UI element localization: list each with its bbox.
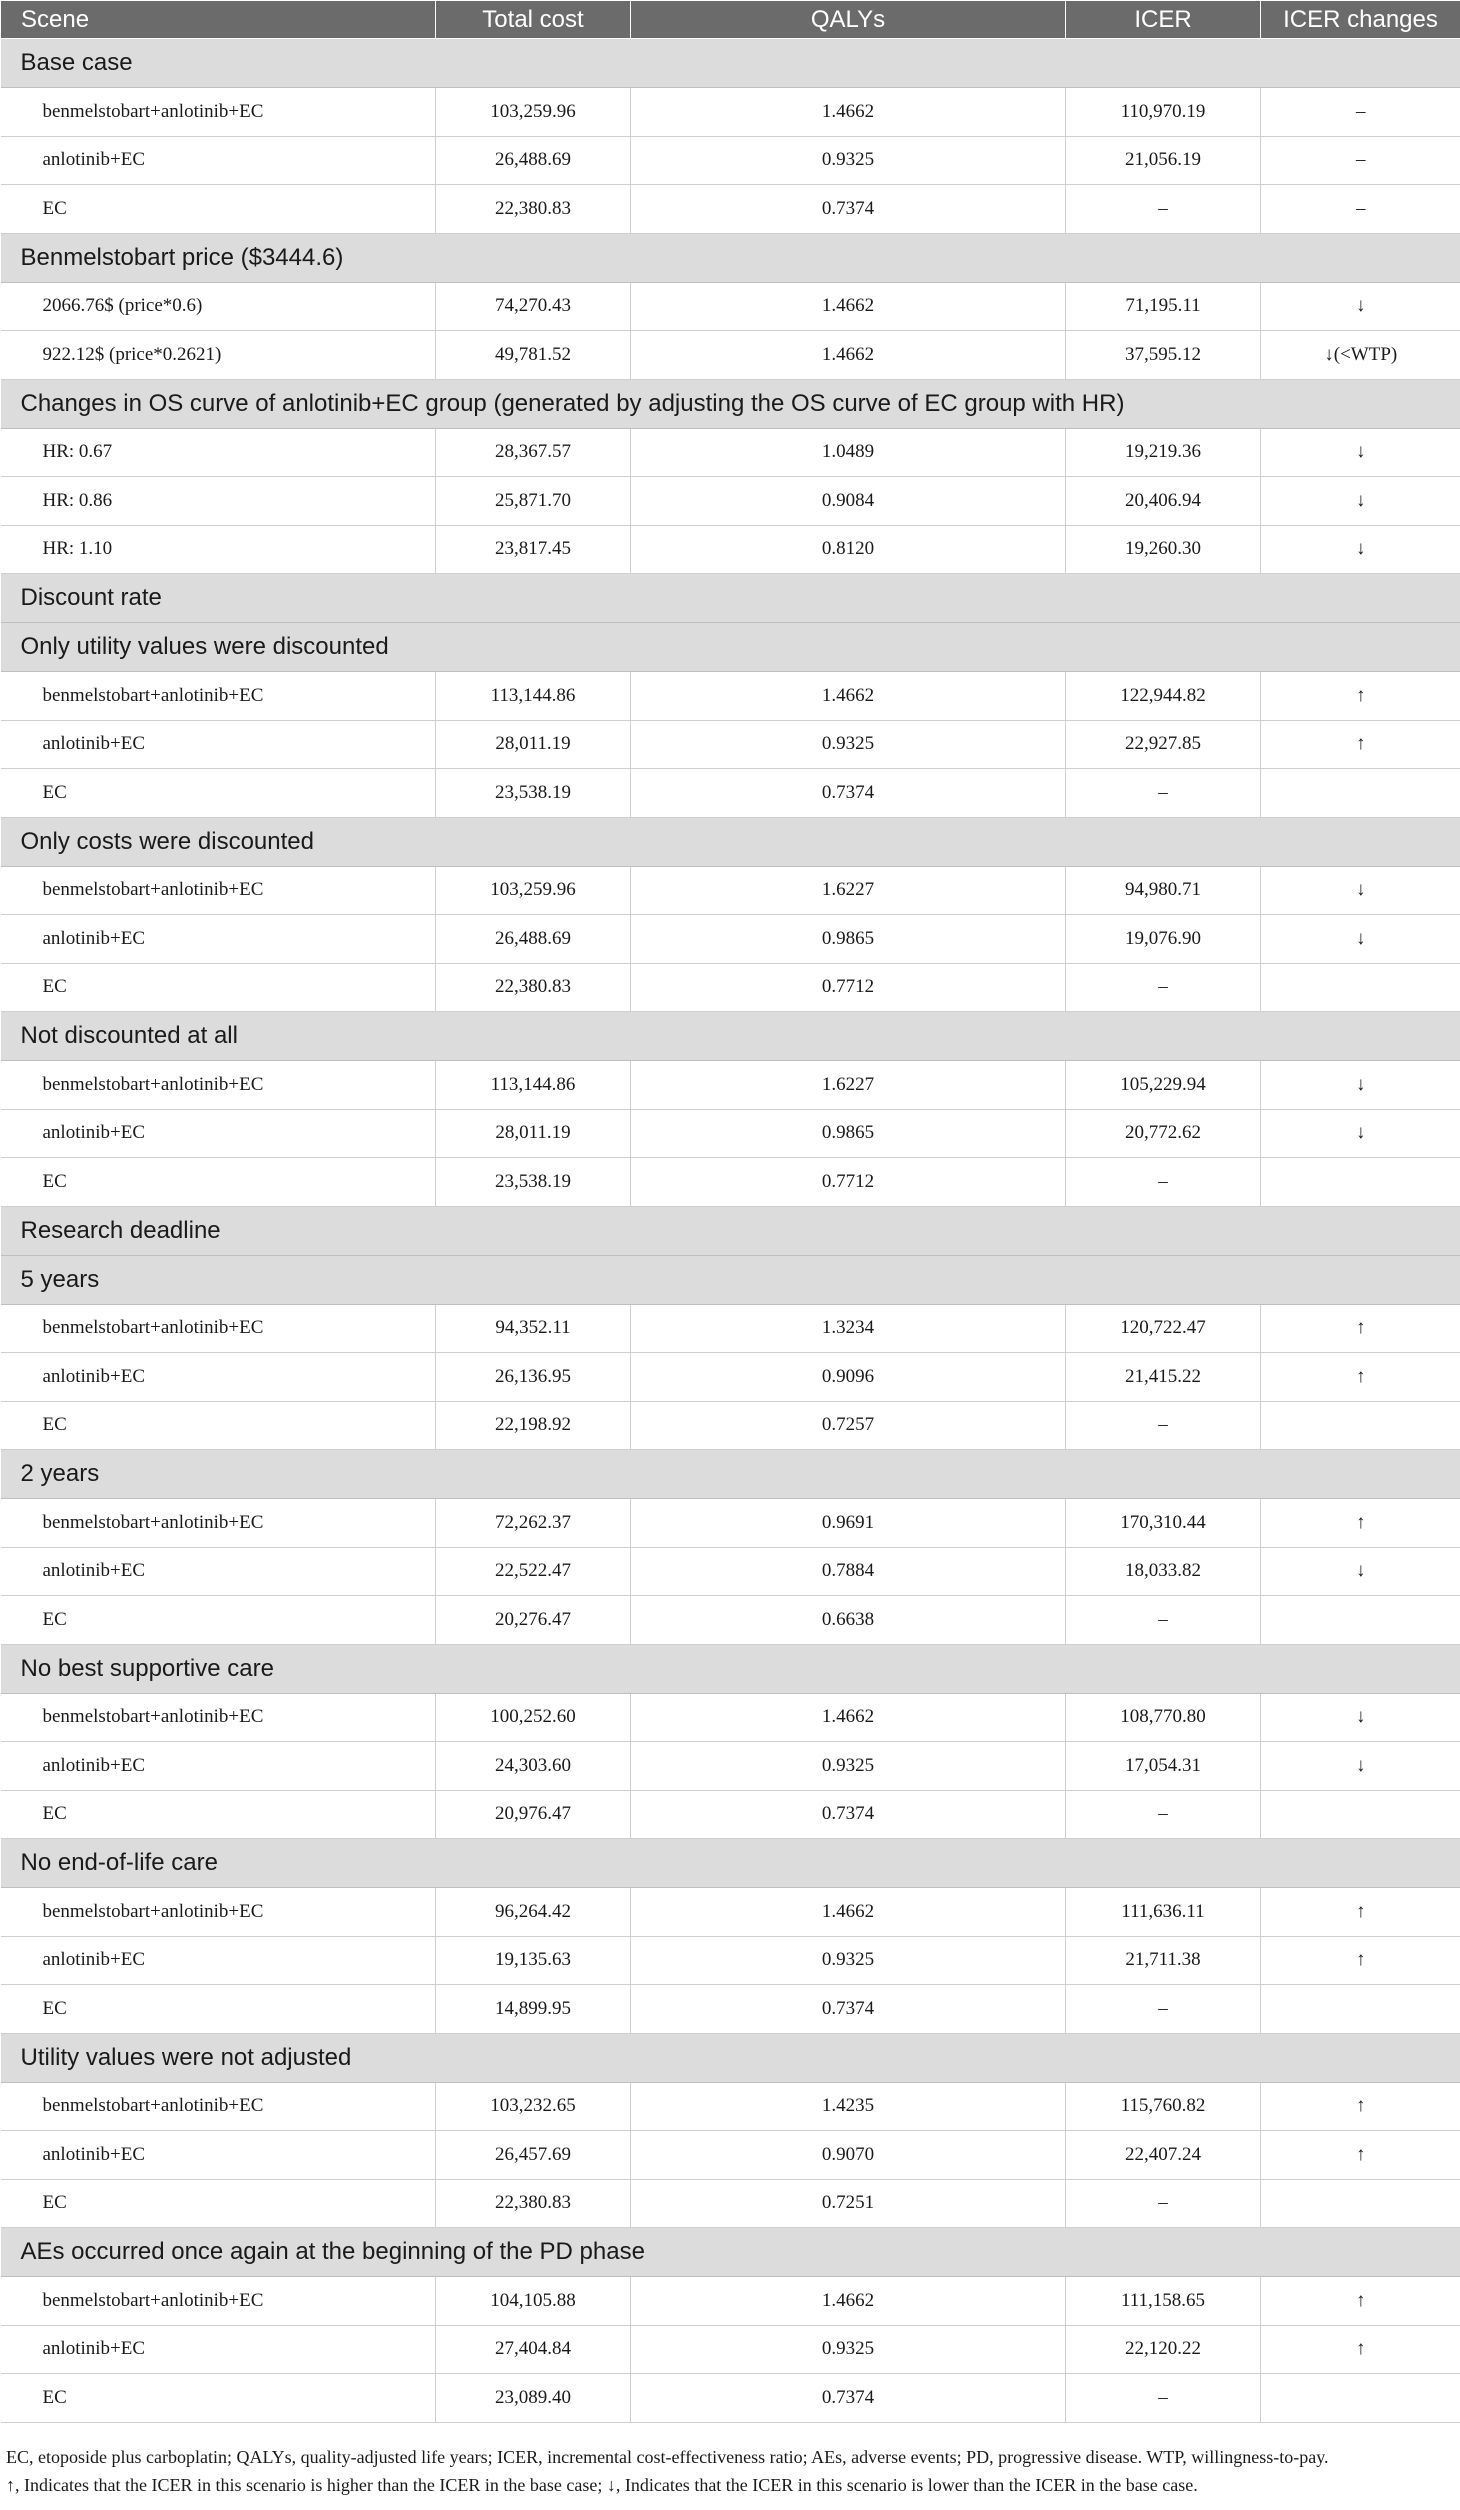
cell-qalys: 0.7251 <box>631 2179 1066 2228</box>
cell-total-cost: 22,522.47 <box>436 1547 631 1596</box>
cell-total-cost: 23,089.40 <box>436 2374 631 2423</box>
cell-icer: 37,595.12 <box>1066 331 1261 380</box>
cell-total-cost: 26,488.69 <box>436 136 631 185</box>
cell-total-cost: 94,352.11 <box>436 1304 631 1353</box>
cell-icer: 122,944.82 <box>1066 672 1261 721</box>
cell-icer-changes: ↓ <box>1261 282 1460 331</box>
table-row <box>1 2082 1460 2131</box>
column-header-scene: Scene <box>1 1 436 39</box>
table-row <box>1 1304 1460 1353</box>
cell-total-cost: 23,538.19 <box>436 769 631 818</box>
cell-icer: 111,158.65 <box>1066 2277 1261 2326</box>
cell-icer-changes <box>1261 1401 1460 1450</box>
cell-qalys: 0.9865 <box>631 915 1066 964</box>
section-row <box>1 623 1460 672</box>
table-header <box>1 1 1460 39</box>
cell-total-cost: 22,380.83 <box>436 963 631 1012</box>
cell-icer-changes <box>1261 1158 1460 1207</box>
cell-scene: benmelstobart+anlotinib+EC <box>1 2277 436 2326</box>
cell-scene: anlotinib+EC <box>1 1547 436 1596</box>
cell-scene: anlotinib+EC <box>1 2325 436 2374</box>
cell-icer: – <box>1066 2179 1261 2228</box>
table-row <box>1 1109 1460 1158</box>
cell-icer-changes: ↓ <box>1261 1109 1460 1158</box>
cell-scene: 2066.76$ (price*0.6) <box>1 282 436 331</box>
section-row <box>1 39 1460 88</box>
table-row <box>1 672 1460 721</box>
table-body <box>1 39 1460 2423</box>
table-row <box>1 428 1460 477</box>
cell-total-cost: 20,976.47 <box>436 1790 631 1839</box>
cell-icer: 20,406.94 <box>1066 477 1261 526</box>
cell-icer-changes: – <box>1261 136 1460 185</box>
table-row <box>1 1936 1460 1985</box>
cell-total-cost: 20,276.47 <box>436 1596 631 1645</box>
cell-icer-changes: – <box>1261 185 1460 234</box>
section-row <box>1 379 1460 428</box>
table-row <box>1 1596 1460 1645</box>
cell-icer: – <box>1066 185 1261 234</box>
cell-icer-changes <box>1261 963 1460 1012</box>
cell-total-cost: 104,105.88 <box>436 2277 631 2326</box>
table-row <box>1 525 1460 574</box>
cell-icer: 20,772.62 <box>1066 1109 1261 1158</box>
table-row <box>1 1158 1460 1207</box>
table-row <box>1 720 1460 769</box>
section-label: Changes in OS curve of anlotinib+EC group (generated by adjusting the OS curve of EC group with HR) <box>1 379 1460 428</box>
cell-qalys: 0.9325 <box>631 720 1066 769</box>
table-row <box>1 2374 1460 2423</box>
cell-qalys: 1.4235 <box>631 2082 1066 2131</box>
cell-qalys: 0.7374 <box>631 1790 1066 1839</box>
cell-qalys: 0.9096 <box>631 1353 1066 1402</box>
cell-icer-changes: ↓ <box>1261 915 1460 964</box>
cell-scene: benmelstobart+anlotinib+EC <box>1 1304 436 1353</box>
cell-total-cost: 23,817.45 <box>436 525 631 574</box>
table-row <box>1 866 1460 915</box>
cell-total-cost: 103,259.96 <box>436 88 631 137</box>
cell-icer: 19,076.90 <box>1066 915 1261 964</box>
cell-scene: benmelstobart+anlotinib+EC <box>1 866 436 915</box>
cell-scene: anlotinib+EC <box>1 2131 436 2180</box>
cell-icer: 18,033.82 <box>1066 1547 1261 1596</box>
cell-icer-changes: ↑ <box>1261 672 1460 721</box>
cell-scene: 922.12$ (price*0.2621) <box>1 331 436 380</box>
table-row <box>1 2277 1460 2326</box>
cell-total-cost: 24,303.60 <box>436 1742 631 1791</box>
cell-scene: EC <box>1 769 436 818</box>
section-label: Base case <box>1 39 1460 88</box>
cell-scene: EC <box>1 2374 436 2423</box>
section-row <box>1 1644 1460 1693</box>
cell-qalys: 0.9084 <box>631 477 1066 526</box>
cell-icer-changes: ↑ <box>1261 1353 1460 1402</box>
table-row <box>1 2325 1460 2374</box>
cell-icer: – <box>1066 1985 1261 2034</box>
cell-qalys: 1.0489 <box>631 428 1066 477</box>
cell-icer-changes: ↓ <box>1261 477 1460 526</box>
cell-icer: 21,711.38 <box>1066 1936 1261 1985</box>
cell-scene: EC <box>1 185 436 234</box>
cell-qalys: 0.7712 <box>631 1158 1066 1207</box>
cell-icer-changes: ↑ <box>1261 2082 1460 2131</box>
cell-icer: 108,770.80 <box>1066 1693 1261 1742</box>
cell-scene: benmelstobart+anlotinib+EC <box>1 1061 436 1110</box>
cell-total-cost: 26,136.95 <box>436 1353 631 1402</box>
cell-qalys: 1.4662 <box>631 672 1066 721</box>
cell-icer: 22,927.85 <box>1066 720 1261 769</box>
cell-qalys: 0.7374 <box>631 1985 1066 2034</box>
table-row <box>1 1888 1460 1937</box>
cell-scene: benmelstobart+anlotinib+EC <box>1 1693 436 1742</box>
section-row <box>1 1012 1460 1061</box>
cell-total-cost: 28,011.19 <box>436 720 631 769</box>
cell-total-cost: 28,367.57 <box>436 428 631 477</box>
cell-icer-changes: ↑ <box>1261 1936 1460 1985</box>
cell-scene: EC <box>1 1985 436 2034</box>
cell-scene: anlotinib+EC <box>1 1742 436 1791</box>
cell-total-cost: 25,871.70 <box>436 477 631 526</box>
cell-total-cost: 100,252.60 <box>436 1693 631 1742</box>
cell-icer-changes: ↑ <box>1261 2131 1460 2180</box>
cell-scene: benmelstobart+anlotinib+EC <box>1 1499 436 1548</box>
cell-qalys: 0.7374 <box>631 185 1066 234</box>
section-row <box>1 2033 1460 2082</box>
cell-qalys: 0.8120 <box>631 525 1066 574</box>
section-label: No best supportive care <box>1 1644 1460 1693</box>
cell-qalys: 1.4662 <box>631 88 1066 137</box>
cell-icer: 111,636.11 <box>1066 1888 1261 1937</box>
cell-icer-changes: ↓ <box>1261 866 1460 915</box>
section-label: Not discounted at all <box>1 1012 1460 1061</box>
table-row <box>1 282 1460 331</box>
table-row <box>1 477 1460 526</box>
cell-icer-changes: ↑ <box>1261 2325 1460 2374</box>
cell-scene: EC <box>1 2179 436 2228</box>
cell-qalys: 0.9325 <box>631 136 1066 185</box>
table-row <box>1 185 1460 234</box>
table-row <box>1 769 1460 818</box>
section-row <box>1 574 1460 623</box>
cell-qalys: 0.7374 <box>631 2374 1066 2423</box>
table-row <box>1 1693 1460 1742</box>
column-header-qalys: QALYs <box>631 1 1066 39</box>
section-label: 5 years <box>1 1255 1460 1304</box>
cell-icer-changes <box>1261 769 1460 818</box>
table-row <box>1 2179 1460 2228</box>
cell-icer: 71,195.11 <box>1066 282 1261 331</box>
section-row <box>1 1206 1460 1255</box>
cell-icer-changes: ↓ <box>1261 1547 1460 1596</box>
cell-scene: anlotinib+EC <box>1 136 436 185</box>
cell-icer: 115,760.82 <box>1066 2082 1261 2131</box>
cell-icer: – <box>1066 963 1261 1012</box>
cell-icer: – <box>1066 1158 1261 1207</box>
cell-scene: EC <box>1 1596 436 1645</box>
column-header-icer-changes: ICER changes <box>1261 1 1460 39</box>
cell-scene: anlotinib+EC <box>1 915 436 964</box>
cell-qalys: 1.6227 <box>631 866 1066 915</box>
cell-scene: EC <box>1 963 436 1012</box>
table-row <box>1 1790 1460 1839</box>
section-label: Discount rate <box>1 574 1460 623</box>
cell-total-cost: 96,264.42 <box>436 1888 631 1937</box>
cell-icer-changes: ↑ <box>1261 1304 1460 1353</box>
cell-icer-changes <box>1261 1985 1460 2034</box>
cell-icer-changes <box>1261 1790 1460 1839</box>
cell-scene: benmelstobart+anlotinib+EC <box>1 672 436 721</box>
section-label: 2 years <box>1 1450 1460 1499</box>
cell-icer: 21,415.22 <box>1066 1353 1261 1402</box>
cell-icer-changes: ↑ <box>1261 1888 1460 1937</box>
section-label: AEs occurred once again at the beginning of the PD phase <box>1 2228 1460 2277</box>
cell-total-cost: 19,135.63 <box>436 1936 631 1985</box>
cell-qalys: 0.9325 <box>631 2325 1066 2374</box>
cell-scene: anlotinib+EC <box>1 1109 436 1158</box>
cell-icer: 19,260.30 <box>1066 525 1261 574</box>
cell-qalys: 1.4662 <box>631 331 1066 380</box>
cell-qalys: 1.6227 <box>631 1061 1066 1110</box>
cell-total-cost: 23,538.19 <box>436 1158 631 1207</box>
cell-total-cost: 49,781.52 <box>436 331 631 380</box>
table-row <box>1 88 1460 137</box>
cell-scene: anlotinib+EC <box>1 1353 436 1402</box>
cell-total-cost: 103,232.65 <box>436 2082 631 2131</box>
cell-total-cost: 113,144.86 <box>436 672 631 721</box>
cell-total-cost: 22,198.92 <box>436 1401 631 1450</box>
cell-icer-changes <box>1261 1596 1460 1645</box>
cell-icer-changes: ↓ <box>1261 1061 1460 1110</box>
cell-icer: – <box>1066 1596 1261 1645</box>
cell-scene: anlotinib+EC <box>1 720 436 769</box>
section-label: No end-of-life care <box>1 1839 1460 1888</box>
cell-icer-changes: ↓ <box>1261 1693 1460 1742</box>
header-row <box>1 1 1460 39</box>
cell-scene: EC <box>1 1790 436 1839</box>
section-row <box>1 817 1460 866</box>
cell-icer: 22,407.24 <box>1066 2131 1261 2180</box>
cell-scene: HR: 1.10 <box>1 525 436 574</box>
cell-scene: HR: 0.67 <box>1 428 436 477</box>
cell-qalys: 0.9325 <box>631 1742 1066 1791</box>
cell-qalys: 0.7884 <box>631 1547 1066 1596</box>
cell-qalys: 0.6638 <box>631 1596 1066 1645</box>
cell-icer-changes <box>1261 2374 1460 2423</box>
cell-icer-changes: ↑ <box>1261 2277 1460 2326</box>
cell-qalys: 1.4662 <box>631 2277 1066 2326</box>
cell-scene: benmelstobart+anlotinib+EC <box>1 2082 436 2131</box>
cell-icer: 170,310.44 <box>1066 1499 1261 1548</box>
cell-icer: 17,054.31 <box>1066 1742 1261 1791</box>
column-header-icer: ICER <box>1066 1 1261 39</box>
cell-scene: HR: 0.86 <box>1 477 436 526</box>
cell-icer: – <box>1066 1401 1261 1450</box>
table-row <box>1 1742 1460 1791</box>
section-label: Research deadline <box>1 1206 1460 1255</box>
cell-icer-changes: ↓(<WTP) <box>1261 331 1460 380</box>
table-row <box>1 963 1460 1012</box>
cell-icer: 110,970.19 <box>1066 88 1261 137</box>
table-footnotes <box>0 2443 1460 2499</box>
cell-scene: EC <box>1 1158 436 1207</box>
section-label: Only utility values were discounted <box>1 623 1460 672</box>
cell-icer: 21,056.19 <box>1066 136 1261 185</box>
cell-qalys: 0.9070 <box>631 2131 1066 2180</box>
section-label: Utility values were not adjusted <box>1 2033 1460 2082</box>
cell-qalys: 1.3234 <box>631 1304 1066 1353</box>
table-row <box>1 1401 1460 1450</box>
cell-icer-changes: ↑ <box>1261 720 1460 769</box>
cell-icer-changes: ↓ <box>1261 525 1460 574</box>
cell-total-cost: 74,270.43 <box>436 282 631 331</box>
cell-total-cost: 72,262.37 <box>436 1499 631 1548</box>
table-row <box>1 331 1460 380</box>
cell-icer-changes: ↓ <box>1261 1742 1460 1791</box>
cell-total-cost: 103,259.96 <box>436 866 631 915</box>
cell-icer: 120,722.47 <box>1066 1304 1261 1353</box>
cell-qalys: 0.9691 <box>631 1499 1066 1548</box>
section-label: Only costs were discounted <box>1 817 1460 866</box>
cell-total-cost: 28,011.19 <box>436 1109 631 1158</box>
section-row <box>1 1255 1460 1304</box>
cell-scene: benmelstobart+anlotinib+EC <box>1 1888 436 1937</box>
cell-qalys: 0.7712 <box>631 963 1066 1012</box>
cell-total-cost: 26,457.69 <box>436 2131 631 2180</box>
cell-total-cost: 113,144.86 <box>436 1061 631 1110</box>
cell-total-cost: 22,380.83 <box>436 185 631 234</box>
section-label: Benmelstobart price ($3444.6) <box>1 233 1460 282</box>
cell-qalys: 1.4662 <box>631 1693 1066 1742</box>
cell-icer: 94,980.71 <box>1066 866 1261 915</box>
section-row <box>1 1839 1460 1888</box>
cell-qalys: 0.9325 <box>631 1936 1066 1985</box>
cell-qalys: 0.7257 <box>631 1401 1066 1450</box>
section-row <box>1 233 1460 282</box>
cell-icer-changes: – <box>1261 88 1460 137</box>
section-row <box>1 1450 1460 1499</box>
cell-icer: – <box>1066 1790 1261 1839</box>
section-row <box>1 2228 1460 2277</box>
cell-qalys: 1.4662 <box>631 282 1066 331</box>
table-row <box>1 1547 1460 1596</box>
footnote-abbreviations: EC, etoposide plus carboplatin; QALYs, quality-adjusted life years; ICER, incremental cost-effectiveness ratio; AEs, adverse events; PD, progressive disease. WTP, willingness-to-pay. <box>6 2447 1329 2467</box>
table-row <box>1 2131 1460 2180</box>
table-row <box>1 1353 1460 1402</box>
cell-qalys: 0.7374 <box>631 769 1066 818</box>
cell-icer: 22,120.22 <box>1066 2325 1261 2374</box>
table-row <box>1 915 1460 964</box>
cell-total-cost: 27,404.84 <box>436 2325 631 2374</box>
cell-icer-changes: ↓ <box>1261 428 1460 477</box>
cell-icer: 19,219.36 <box>1066 428 1261 477</box>
cell-scene: anlotinib+EC <box>1 1936 436 1985</box>
table-row <box>1 1061 1460 1110</box>
cell-total-cost: 26,488.69 <box>436 915 631 964</box>
cell-icer: – <box>1066 2374 1261 2423</box>
cell-qalys: 0.9865 <box>631 1109 1066 1158</box>
cell-icer: 105,229.94 <box>1066 1061 1261 1110</box>
cell-qalys: 1.4662 <box>631 1888 1066 1937</box>
footnote-arrows: ↑, Indicates that the ICER in this scenario is higher than the ICER in the base case; ↓, Indicates that the ICER in this scenario is lower than the ICER in the base case. <box>6 2475 1198 2495</box>
cell-total-cost: 22,380.83 <box>436 2179 631 2228</box>
cell-icer-changes: ↑ <box>1261 1499 1460 1548</box>
table-row <box>1 1499 1460 1548</box>
cell-total-cost: 14,899.95 <box>436 1985 631 2034</box>
cell-scene: benmelstobart+anlotinib+EC <box>1 88 436 137</box>
table-row <box>1 136 1460 185</box>
cell-icer: – <box>1066 769 1261 818</box>
table-row <box>1 1985 1460 2034</box>
column-header-total-cost: Total cost <box>436 1 631 39</box>
cell-icer-changes <box>1261 2179 1460 2228</box>
cell-scene: EC <box>1 1401 436 1450</box>
